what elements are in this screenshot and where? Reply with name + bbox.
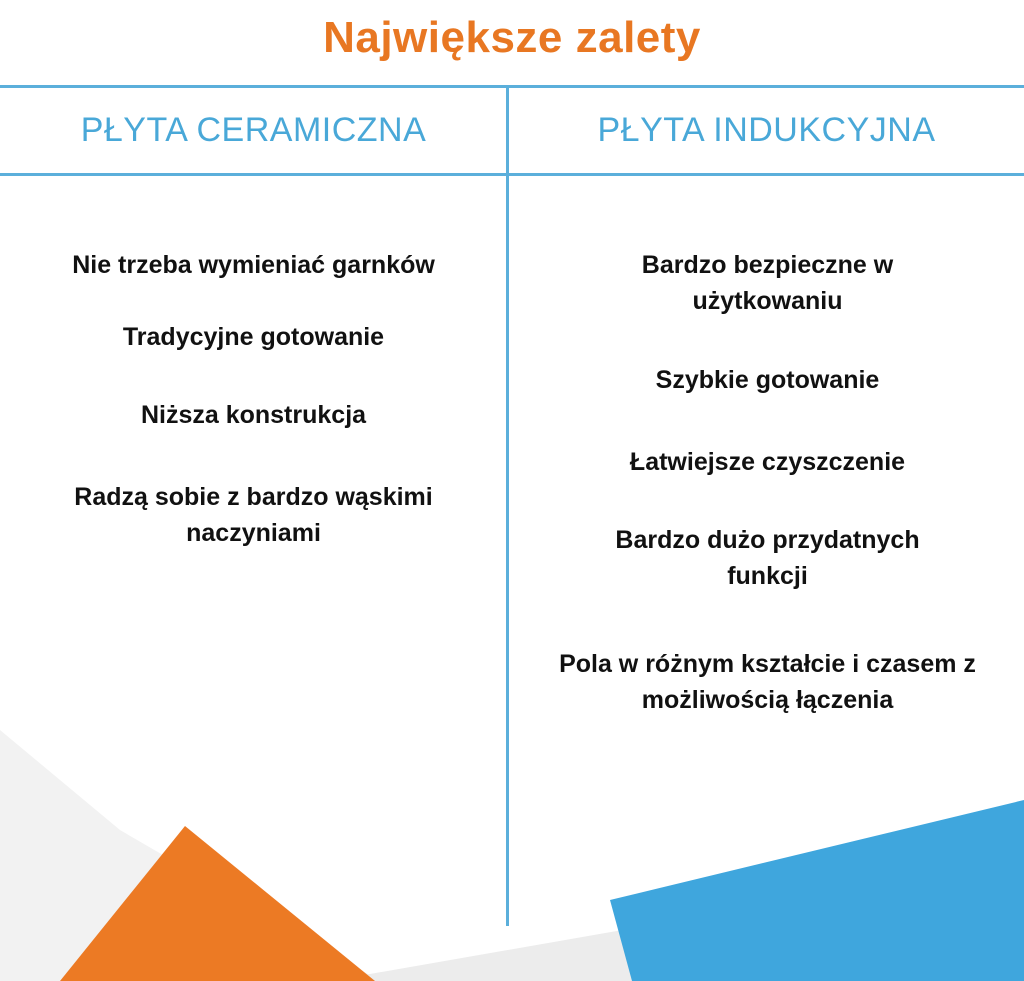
column-header-ceramic: PŁYTA CERAMICZNA xyxy=(80,111,427,149)
grey-shadow-band xyxy=(0,730,380,981)
light-grey-wedge xyxy=(330,860,1024,981)
induction-advantage-item: Bardzo bezpieczne w użytkowaniu xyxy=(641,251,894,315)
induction-advantage-item: Szybkie gotowanie xyxy=(655,366,880,394)
orange-triangle xyxy=(60,826,375,981)
induction-advantage-item: Bardzo dużo przydatnych funkcji xyxy=(615,526,920,590)
induction-advantage-item: Łatwiejsze czyszczenie xyxy=(629,448,906,476)
column-divider xyxy=(506,85,509,926)
column-header-induction: PŁYTA INDUKCYJNA xyxy=(597,111,936,149)
top-divider xyxy=(0,85,1024,88)
page-title: Największe zalety xyxy=(323,13,701,62)
induction-advantage-item: Pola w różnym kształcie i czasem z możliwością łączenia xyxy=(559,650,976,714)
ceramic-advantage-item: Nie trzeba wymieniać garnków xyxy=(72,251,435,279)
ceramic-advantage-item: Tradycyjne gotowanie xyxy=(122,323,385,351)
ceramic-advantage-item: Niższa konstrukcja xyxy=(140,401,367,429)
ceramic-advantage-item: Radzą sobie z bardzo wąskimi naczyniami xyxy=(74,483,433,547)
blue-shape xyxy=(610,800,1024,981)
header-divider xyxy=(0,173,1024,176)
